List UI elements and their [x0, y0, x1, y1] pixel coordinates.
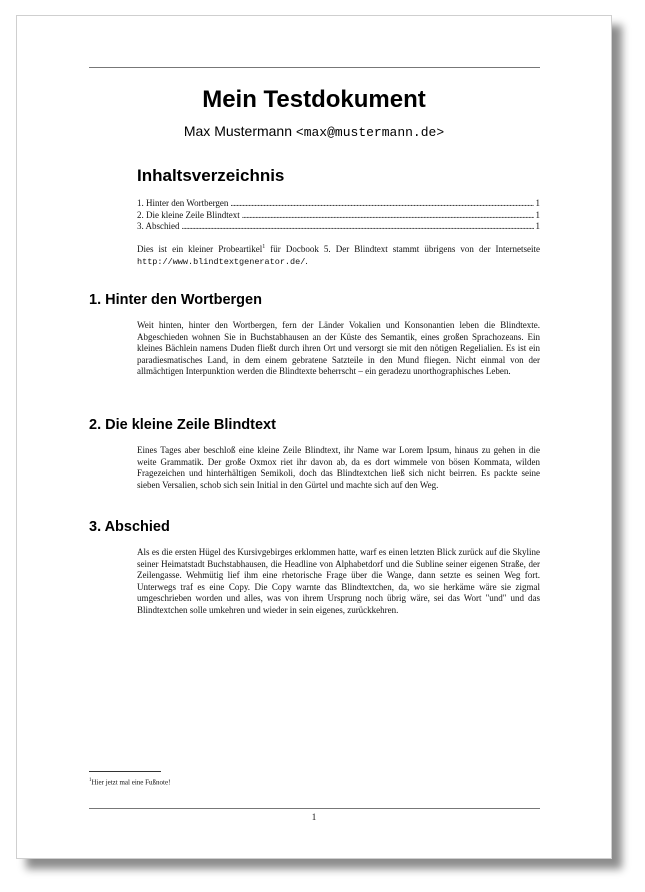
footnote — [89, 776, 170, 787]
section-text-1: Weit hinten, hinter den Wortbergen, fern der Länder Vokalien und Konsonantien leben die Blindtexte. Abgeschieden wohnen Sie in Buchstabhausen an der Küste des Semantik, eines großen Sprachozeans. Ein kleines Bächlein namens Duden fließt durch ihren Ort und versorgt sie mit den nötigen Regelialien. Es ist ein paradiesmatisches Land, in dem einem gebratene Satzteile in den Mund fliegen. Nicht einmal von der allmächtigen Interpunktion werden die Blindtexte beherrscht – ein geradezu unorthographisches Leben. — [137, 320, 540, 376]
header-rule — [89, 67, 540, 68]
intro-text-continued: für Docbook 5. Der Blindtext stammt übrigens von der Internetseite — [265, 244, 541, 254]
footnote-number: 1 — [89, 778, 92, 783]
intro-text-end: . — [305, 255, 308, 266]
section-heading-1: 1. Hinter den Wortbergen — [89, 292, 262, 308]
section-text-2: Eines Tages aber beschloß eine kleine Zeile Blindtext, ihr Name war Lorem Ipsum, hinaus zu gehen in die weite Grammatik. Der große Oxmox riet ihr davon ab, da es dort wimmele von bösen Kommata, wilden Fragezeichen und hinterhältigen Semikoli, doch das Blindtextchen ließ sich nicht beirren. Es packte seine sieben Versalien, schob sich sein Initial in den Gürtel und machte sich auf den Weg. — [137, 445, 540, 490]
toc-leader-dots — [230, 198, 533, 210]
toc-entry[interactable] — [137, 198, 540, 210]
footer-rule — [89, 808, 540, 809]
toc-leader-dots — [242, 210, 534, 222]
section-text-3: Als es die ersten Hügel des Kursivgebirges erklommen hatte, warf es einen letzten Blick zurück auf die Skyline seiner Heimatstadt Buchstabhausen, die Headline von Alphabetdorf und die Subline seiner eigenen Straße, der Zeilengasse. Wehmütig lief ihm eine rhetorische Frage über die Wange, dann setzte es seinen Weg fort. Unterwegs traf es eine Copy. Die Copy warnte das Blindtextchen, da, wo sie herkäme wäre sie zigmal umgeschrieben worden und alles, was von ihrem Ursprung noch übrig wäre, sei das Wort "und" und das Blindtextchen solle umkehren und wieder in sein eigenes, zurückkehren. — [137, 547, 540, 615]
document-page — [16, 15, 612, 859]
document-title: Mein Testdokument — [202, 86, 426, 113]
section-heading-2: 2. Die kleine Zeile Blindtext — [89, 417, 276, 433]
toc-entry[interactable] — [137, 221, 540, 233]
toc-entry-label: 2. Die kleine Zeile Blindtext — [137, 209, 240, 220]
section-heading-3: 3. Abschied — [89, 519, 170, 535]
toc-entry-label: 3. Abschied — [137, 221, 180, 231]
toc-leader-dots — [182, 221, 534, 233]
toc-entry-page: 1 — [535, 198, 540, 208]
intro-paragraph — [137, 242, 540, 268]
author-email: <max@mustermann.de> — [295, 125, 445, 140]
intro-url-link[interactable]: http://www.blindtextgenerator.de/ — [137, 256, 306, 267]
page-number: 1 — [311, 812, 317, 822]
toc-entry[interactable] — [137, 210, 540, 222]
author-line — [17, 123, 611, 140]
footnote-rule — [89, 771, 161, 772]
toc-entry-label: 1. Hinter den Wortbergen — [137, 198, 229, 208]
toc-entry-page: 1 — [535, 209, 540, 220]
intro-text: Dies ist ein kleiner Probeartikel — [137, 244, 263, 254]
author-name: Max Mustermann — [183, 123, 293, 139]
toc-heading: Inhaltsverzeichnis — [137, 166, 285, 185]
footnote-text: Hier jetzt mal eine Fußnote! — [91, 778, 171, 787]
table-of-contents — [137, 198, 540, 233]
toc-entry-page: 1 — [535, 221, 540, 231]
footnote-reference[interactable]: 1 — [262, 244, 266, 250]
